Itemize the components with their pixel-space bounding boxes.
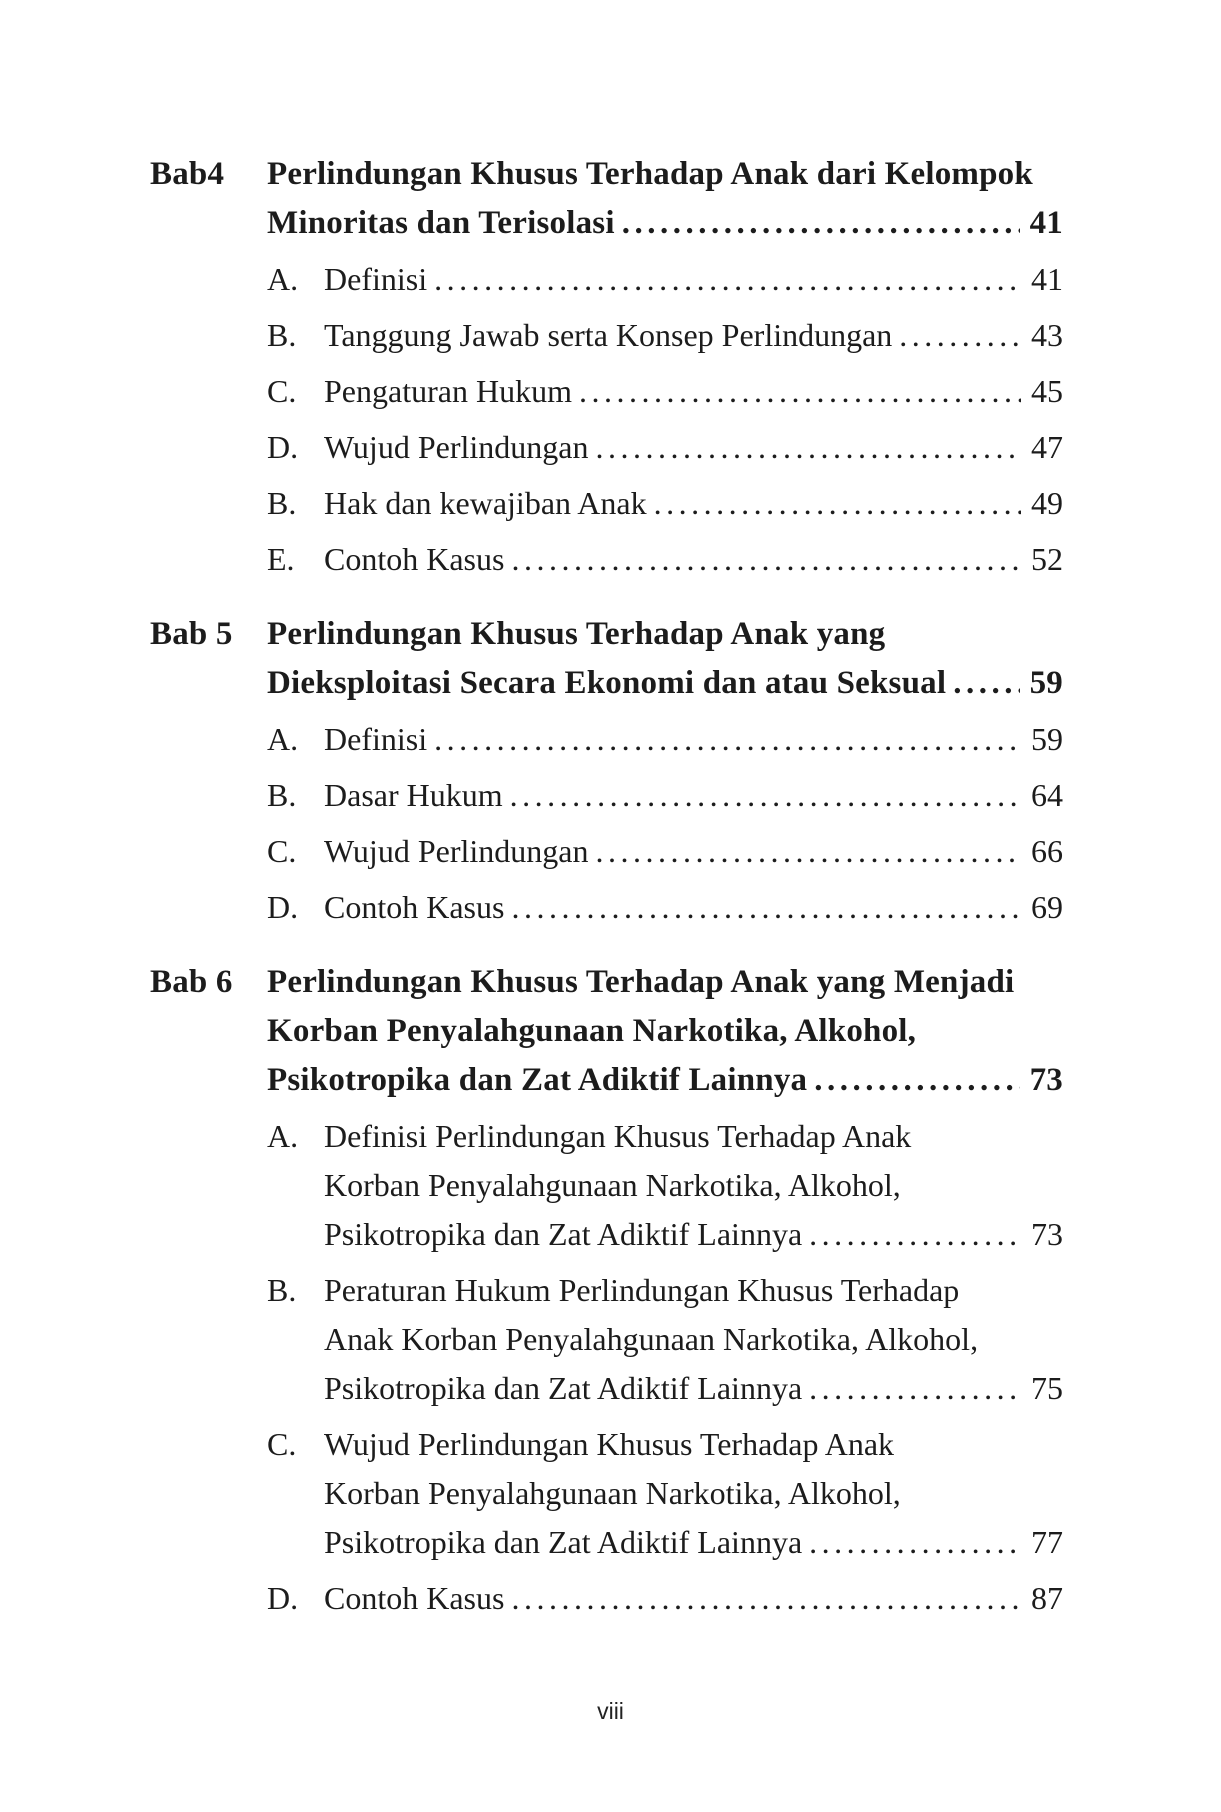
item-letter: A.: [267, 261, 299, 297]
item-text: Contoh Kasus: [324, 541, 505, 577]
item-row: [324, 311, 1063, 360]
dot-leader: [511, 1574, 1021, 1623]
item-text: Psikotropika dan Zat Adiktif Lainnya: [324, 1216, 803, 1252]
item-row: [324, 367, 1063, 416]
item-body: [324, 1420, 1063, 1567]
dot-leader: [510, 771, 1021, 820]
toc-item: [267, 535, 1063, 584]
item-row: [324, 715, 1063, 764]
item-row: [324, 255, 1063, 304]
item-text: Wujud Perlindungan: [324, 429, 589, 465]
item-row: [324, 883, 1063, 932]
toc-item: [267, 479, 1063, 528]
item-row: [324, 1210, 1063, 1259]
item-text: Contoh Kasus: [324, 1580, 505, 1616]
toc-item: [267, 883, 1063, 932]
item-text-line: Wujud Perlindungan Khusus Terhadap Anak: [324, 1426, 895, 1462]
item-letter: C.: [267, 1426, 297, 1462]
dot-leader: [511, 535, 1021, 584]
chapter-title-line: Perlindungan Khusus Terhadap Anak yang: [267, 616, 886, 652]
item-row: [324, 827, 1063, 876]
dot-leader: [814, 1056, 1019, 1105]
item-text-line: Definisi Perlindungan Khusus Terhadap Anak: [324, 1118, 912, 1154]
item-row: [324, 479, 1063, 528]
chapter-body: [267, 610, 1063, 932]
chapter-title-line: Dieksploitasi Secara Ekonomi dan atau Seksual: [267, 665, 947, 701]
dot-leader: [953, 659, 1019, 708]
item-page-number: 73: [1031, 1216, 1063, 1252]
item-text-line: Korban Penyalahgunaan Narkotika, Alkohol,: [324, 1167, 901, 1203]
item-letter: C.: [267, 373, 297, 409]
item-text: Pengaturan Hukum: [324, 373, 572, 409]
dot-leader: [622, 199, 1020, 248]
item-letter: E.: [267, 541, 295, 577]
item-letter: C.: [267, 833, 297, 869]
toc-item: [267, 1574, 1063, 1623]
item-text: Definisi: [324, 721, 428, 757]
item-body: [324, 1266, 1063, 1413]
toc-item: [267, 1266, 1063, 1413]
item-letter: A.: [267, 1118, 299, 1154]
chapter-page-number: 41: [1029, 205, 1063, 241]
item-letter: B.: [267, 1272, 297, 1308]
item-page-number: 69: [1031, 889, 1063, 925]
item-page-number: 59: [1031, 721, 1063, 757]
dot-leader: [654, 479, 1021, 528]
item-text-line: Korban Penyalahgunaan Narkotika, Alkohol,: [324, 1475, 901, 1511]
toc-item: [267, 423, 1063, 472]
chapter-label: Bab 5: [150, 616, 233, 652]
chapter-body: [267, 150, 1063, 584]
dot-leader: [434, 715, 1021, 764]
item-page-number: 49: [1031, 485, 1063, 521]
item-row: [324, 1364, 1063, 1413]
item-text: Psikotropika dan Zat Adiktif Lainnya: [324, 1370, 803, 1406]
item-text: Tanggung Jawab serta Konsep Perlindungan: [324, 317, 893, 353]
toc-item: [267, 367, 1063, 416]
item-letter: A.: [267, 721, 299, 757]
item-page-number: 77: [1031, 1524, 1063, 1560]
dot-leader: [511, 883, 1021, 932]
item-text-line: Peraturan Hukum Perlindungan Khusus Terhadap: [324, 1272, 960, 1308]
item-letter: D.: [267, 1580, 299, 1616]
item-page-number: 66: [1031, 833, 1063, 869]
toc-item: [267, 1420, 1063, 1567]
toc-item: [267, 771, 1063, 820]
item-row: [324, 771, 1063, 820]
toc-item: [267, 255, 1063, 304]
item-page-number: 64: [1031, 777, 1063, 813]
chapter-title-row: [267, 1056, 1063, 1105]
chapter-label: Bab4: [150, 156, 225, 192]
chapter-page-number: 59: [1029, 665, 1063, 701]
item-page-number: 52: [1031, 541, 1063, 577]
item-text: Wujud Perlindungan: [324, 833, 589, 869]
chapter-page-number: 73: [1029, 1062, 1063, 1098]
dot-leader: [595, 827, 1021, 876]
item-row: [324, 423, 1063, 472]
item-text: Contoh Kasus: [324, 889, 505, 925]
chapter-body: [267, 958, 1063, 1623]
dot-leader: [809, 1364, 1021, 1413]
item-page-number: 41: [1031, 261, 1063, 297]
chapter-title-line: Psikotropika dan Zat Adiktif Lainnya: [267, 1062, 808, 1098]
item-page-number: 75: [1031, 1370, 1063, 1406]
dot-leader: [579, 367, 1021, 416]
item-letter: B.: [267, 485, 297, 521]
item-text: Definisi: [324, 261, 428, 297]
item-page-number: 43: [1031, 317, 1063, 353]
item-page-number: 45: [1031, 373, 1063, 409]
item-row: [324, 1518, 1063, 1567]
chapter-title-row: [267, 659, 1063, 708]
toc-chapter-bab6: [150, 958, 1063, 1623]
chapter-label: Bab 6: [150, 964, 233, 1000]
item-letter: B.: [267, 777, 297, 813]
item-body: [324, 1112, 1063, 1259]
chapter-title-row: [267, 199, 1063, 248]
item-page-number: 87: [1031, 1580, 1063, 1616]
toc-item: [267, 715, 1063, 764]
dot-leader: [809, 1518, 1021, 1567]
chapter-title-line: Korban Penyalahgunaan Narkotika, Alkohol,: [267, 1013, 917, 1049]
item-text: Dasar Hukum: [324, 777, 503, 813]
item-letter: B.: [267, 317, 297, 353]
item-text-line: Anak Korban Penyalahgunaan Narkotika, Alkohol,: [324, 1321, 979, 1357]
item-row: [324, 1574, 1063, 1623]
item-letter: D.: [267, 429, 299, 465]
toc-item: [267, 1112, 1063, 1259]
page-footer-number: viii: [597, 1698, 624, 1724]
item-row: [324, 535, 1063, 584]
toc-item: [267, 827, 1063, 876]
toc-chapter-bab4: [150, 150, 1063, 584]
dot-leader: [899, 311, 1021, 360]
chapter-title-line: Minoritas dan Terisolasi: [267, 205, 615, 241]
toc-item: [267, 311, 1063, 360]
item-text: Psikotropika dan Zat Adiktif Lainnya: [324, 1524, 803, 1560]
chapter-title-line: Perlindungan Khusus Terhadap Anak yang Menjadi: [267, 964, 1015, 1000]
item-text: Hak dan kewajiban Anak: [324, 485, 647, 521]
item-page-number: 47: [1031, 429, 1063, 465]
toc-chapter-bab5: [150, 610, 1063, 932]
dot-leader: [809, 1210, 1021, 1259]
chapter-title-line: Perlindungan Khusus Terhadap Anak dari Kelompok: [267, 156, 1033, 192]
item-letter: D.: [267, 889, 299, 925]
dot-leader: [434, 255, 1021, 304]
dot-leader: [595, 423, 1021, 472]
